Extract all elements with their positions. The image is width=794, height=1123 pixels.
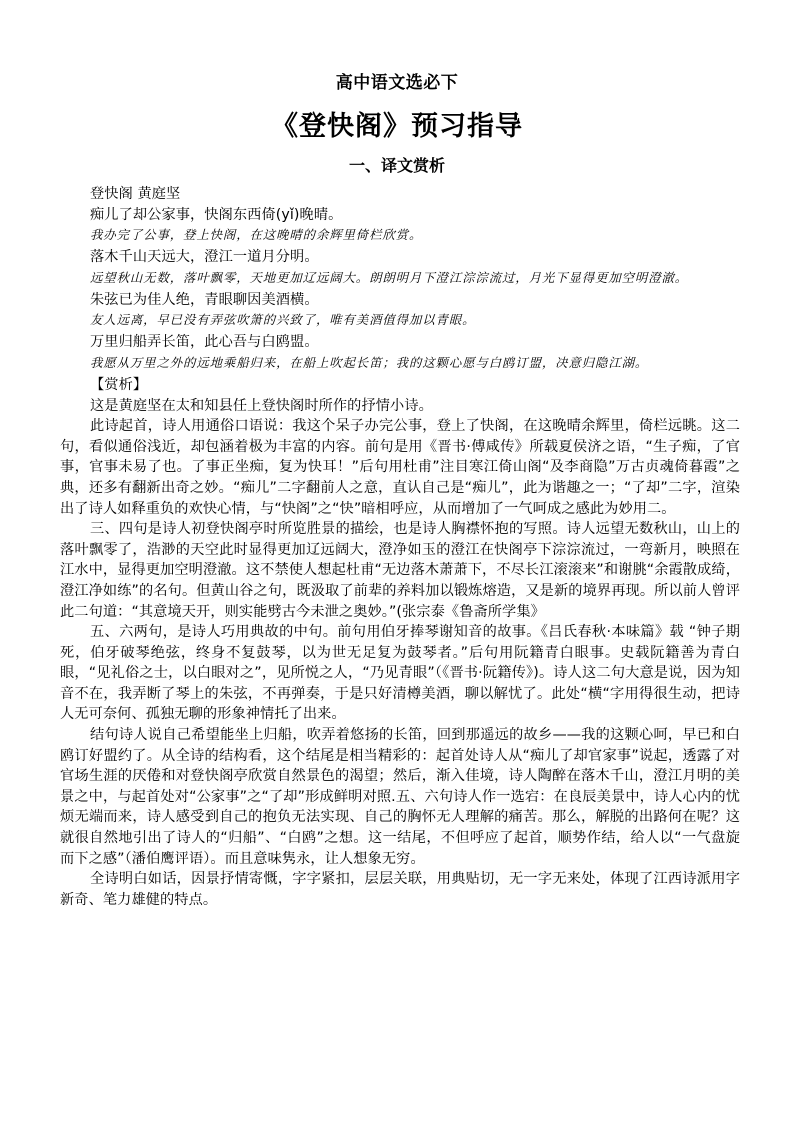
- appreciation-paragraph: 全诗明白如话，因景抒情寄慨，字字紧扣，层层关联，用典贴切，无一字无来处，体现了江西诗派用字新奇、笔力雄健的特点。: [60, 871, 740, 908]
- section-heading: 一、译文赏析: [348, 156, 445, 175]
- document-title: 《登快阁》预习指导: [271, 111, 523, 142]
- document-body: [60, 184, 740, 910]
- appreciation-label: 【赏析】: [90, 376, 148, 393]
- poem-heading: 登快阁 黄庭坚: [90, 186, 181, 202]
- poem-line: 痴儿了却公家事，快阁东西倚(yǐ)晚晴。: [90, 206, 343, 223]
- poem-line: 朱弦已为佳人绝，青眼聊因美酒横。: [90, 291, 319, 308]
- poem-line: 落木千山天远大，澄江一道月分明。: [90, 249, 319, 266]
- poem-translation: 我办完了公事，登上快阁，在这晚晴的余辉里倚栏欣赏。: [90, 227, 423, 243]
- appreciation-paragraph: 三、四句是诗人初登快阁亭时所览胜景的描绘，也是诗人胸襟怀抱的写照。诗人远望无数秋山，山上的落叶飘零了，浩渺的天空此时显得更加辽远阔大，澄净如玉的澄江在快阁亭下淙淙流过，一弯新月，映照在江水中，显得更加空明澄澈。这不禁使人想起杜甫“无边落木萧萧下，不尽长江滚滚来”和谢朓“余霞散成绮，澄江净如练”的名句。但黄山谷之句，既汲取了前辈的养料加以锻炼熔造，又是新的境界再现。所以前人曾评此二句道：“其意境天开，则实能劈古今未泄之奥妙。”(张宗泰《鲁斋所学集》: [60, 521, 740, 620]
- course-label: 高中语文选必下: [335, 73, 459, 93]
- poem-translation: 我愿从万里之外的远地乘船归来，在船上吹起长笛；我的这颗心愿与白鸥订盟，决意归隐江湖。: [90, 354, 649, 370]
- appreciation-paragraph: 结句诗人说自己希望能坐上归船，吹弄着悠扬的长笛，回到那遥远的故乡——我的这颗心呵，早已和白鸥订好盟约了。从全诗的结构看，这个结尾是相当精彩的：起首处诗人从“痴儿了却官家事”说起，透露了对官场生涯的厌倦和对登快阁亭欣赏自然景色的渴望；然后，渐入佳境，诗人陶醉在落木千山，澄江月明的美景之中，与起首处对“公家事”之“了却”形成鲜明对照.五、六句诗人作一选宕：在良辰美景中，诗人心内的忧烦无端而来，诗人感受到自己的抱负无法实现、自己的胸怀无人理解的痛苦。那么，解脱的出路何在呢？这就很自然地引出了诗人的“归船”、“白鸥”之想。这一结尾，不但呼应了起首，顺势作结，给人以“一气盘旋而下之感”（潘伯鹰评语）。而且意味隽永，让人想象无穷。: [60, 727, 740, 867]
- poem-translation: 远望秋山无数，落叶飘零，天地更加辽远阔大。朗朗明月下澄江淙淙流过，月光下显得更加空明澄澈。: [90, 269, 689, 285]
- poem-translation: 友人远离，早已没有弄弦吹箫的兴致了，唯有美酒值得加以青眼。: [90, 312, 476, 328]
- appreciation-paragraph: 这是黄庭坚在太和知县任上登快阁时所作的抒情小诗。: [90, 397, 433, 414]
- poem-line: 万里归船弄长笛，此心吾与白鸥盟。: [90, 334, 319, 351]
- appreciation-paragraph: 五、六两句，是诗人巧用典故的中句。前句用伯牙捧琴谢知音的故事。《吕氏春秋·本味篇》载 “钟子期死，伯牙破琴绝弦，终身不复鼓琴，以为世无足复为鼓琴者。”后句用阮籍青白眼事。史载阮籍善为青白眼，“见礼俗之士，以白眼对之”，见所悦之人，“乃见青眼”（《晋书·阮籍传》)。诗人这二句大意是说，因为知音不在，我弄断了琴上的朱弦，不再弹奏，于是只好清樽美酒，聊以解忧了。此处“横“字用得很生动，把诗人无可奈何、孤独无聊的形象神情托了出来。: [60, 624, 740, 723]
- appreciation-paragraph: 此诗起首，诗人用通俗口语说：我这个呆子办完公事，登上了快阁，在这晚晴余辉里，倚栏远眺。这二句，看似通俗浅近，却包涵着极为丰富的内容。前句是用《晋书·傅咸传》所载夏侯济之语，“生子痴，了官事，官事未易了也。了事正坐痴，复为快耳！”后句用杜甫”注目寒江倚山阁“及李商隐”万古贞魂倚暮霞”之典，还多有翻新出奇之妙。“痴儿”二字翻前人之意，直认自己是“痴儿”，此为谐趣之一；“了却”二字，渲染出了诗人如释重负的欢快心情，与“快阁”之“快”暗相呼应，从而增加了一气呵成之感此为妙用二。: [60, 418, 740, 517]
